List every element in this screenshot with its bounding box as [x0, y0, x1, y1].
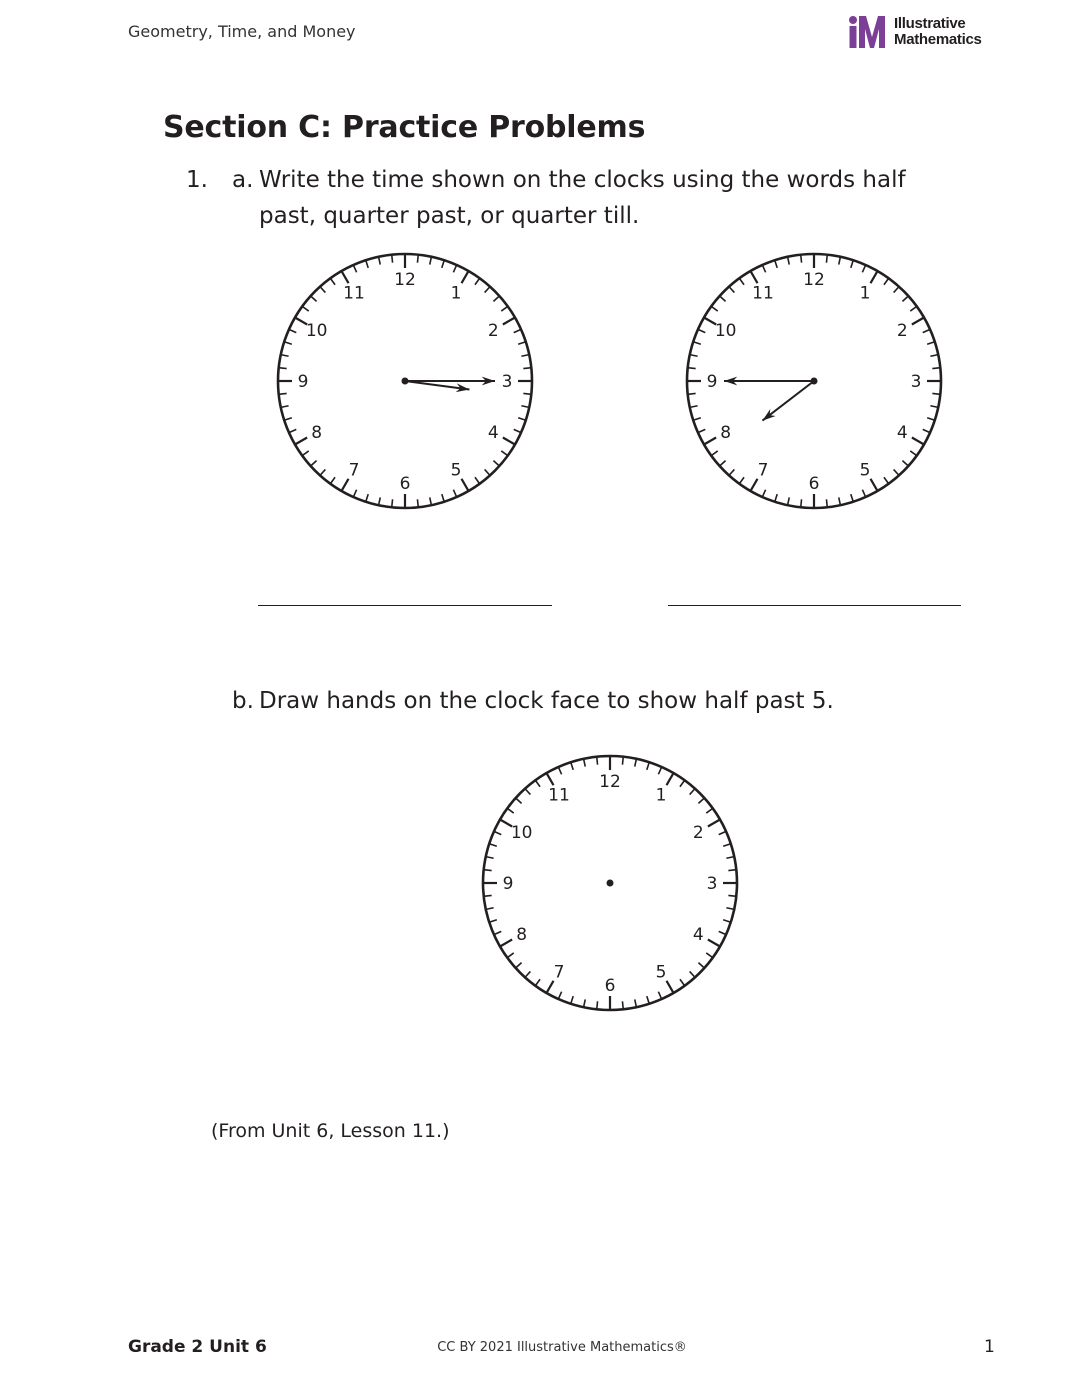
clock-tick — [597, 1001, 598, 1009]
clock-tick — [311, 296, 317, 301]
clock-tick — [622, 757, 623, 765]
clock-tick — [342, 479, 349, 491]
clock-tick — [762, 490, 765, 497]
clock-tick — [688, 368, 696, 369]
clock-tick — [571, 762, 573, 770]
clock-number: 2 — [896, 321, 908, 341]
clock-tick — [667, 981, 674, 993]
clock-number: 9 — [502, 874, 514, 894]
clock-tick — [826, 255, 827, 263]
clock-tick — [475, 278, 480, 284]
clock-number: 3 — [910, 372, 922, 392]
clock-number: 7 — [348, 460, 360, 481]
clock-tick — [584, 999, 586, 1007]
clock-tick — [485, 469, 490, 475]
im-logo — [848, 15, 982, 49]
clock-tick — [302, 451, 308, 456]
clock-number: 10 — [714, 321, 737, 341]
clock-tick — [281, 355, 289, 357]
clock-tick — [927, 418, 935, 420]
clock-number: 8 — [311, 423, 323, 443]
clock-a2 — [679, 246, 949, 516]
footer-license: CC BY 2021 Illustrative Mathematics® — [437, 1340, 687, 1355]
clock-tick — [525, 789, 530, 795]
clock-tick — [353, 265, 356, 272]
page-number: 1 — [984, 1337, 995, 1357]
clock-tick — [514, 429, 521, 432]
clock-tick — [571, 996, 573, 1004]
clock-tick — [475, 477, 480, 483]
clock-tick — [523, 368, 531, 369]
source-note: (From Unit 6, Lesson 11.) — [211, 1120, 450, 1142]
clock-tick — [311, 461, 317, 466]
clock-tick — [932, 368, 940, 369]
clock-tick — [523, 393, 531, 394]
clock-tick — [871, 479, 878, 491]
clock-number: 7 — [757, 460, 769, 481]
clock-tick — [711, 451, 717, 456]
clock-tick — [788, 497, 790, 505]
clock-number: 4 — [896, 423, 908, 443]
clock-tick — [462, 271, 469, 283]
clock-tick — [462, 479, 469, 491]
clock-tick — [862, 265, 865, 272]
hour-hand — [762, 381, 814, 421]
clock-tick — [279, 368, 287, 369]
clock-tick — [494, 831, 501, 834]
clock-tick — [518, 342, 526, 344]
clock-tick — [688, 393, 696, 394]
clock-number: 12 — [394, 270, 416, 290]
clock-tick — [647, 996, 649, 1004]
clock-tick — [723, 920, 731, 922]
clock-tick — [693, 418, 701, 420]
clock-tick — [775, 260, 777, 268]
clock-tick — [493, 461, 499, 466]
clock-tick — [690, 789, 695, 795]
clock-tick — [927, 342, 935, 344]
clock-number: 5 — [655, 962, 667, 983]
clock-tick — [862, 490, 865, 497]
clock-tick — [453, 265, 456, 272]
clock-tick — [281, 406, 289, 408]
clock-tick — [353, 490, 356, 497]
clock-tick — [518, 418, 526, 420]
clock-tick — [597, 757, 598, 765]
clock-tick — [871, 271, 878, 283]
clock-number: 3 — [501, 372, 513, 392]
clock-tick — [658, 992, 661, 999]
section-title: Section C: Practice Problems — [163, 110, 646, 145]
logo-line-1: Illustrative — [894, 15, 966, 32]
clock-number: 12 — [803, 270, 825, 290]
clock-tick — [680, 979, 685, 985]
clock-number: 6 — [808, 474, 820, 494]
clock-tick — [680, 780, 685, 786]
part-a-line-1: Write the time shown on the clocks using the words half — [259, 167, 906, 193]
clock-tick — [708, 940, 720, 947]
clock-tick — [379, 257, 381, 265]
clock-center-dot — [811, 378, 818, 385]
clock-tick — [489, 844, 497, 846]
part-a-line-2: past, quarter past, or quarter till. — [259, 203, 640, 229]
clock-number: 6 — [399, 474, 411, 494]
clock-number: 4 — [692, 925, 704, 945]
clock-tick — [706, 808, 712, 813]
clock-tick — [521, 406, 529, 408]
clock-tick — [690, 971, 695, 977]
clock-tick — [698, 963, 704, 968]
clock-tick — [635, 759, 637, 767]
footer-grade-unit: Grade 2 Unit 6 — [128, 1337, 267, 1357]
clock-tick — [801, 499, 802, 507]
clock-number: 5 — [859, 460, 871, 481]
clock-tick — [584, 759, 586, 767]
clock-tick — [923, 429, 930, 432]
clock-tick — [839, 497, 841, 505]
clock-tick — [932, 393, 940, 394]
clock-tick — [442, 260, 444, 268]
clock-number: 1 — [859, 283, 871, 304]
clock-a1 — [270, 246, 540, 516]
clock-tick — [430, 257, 432, 265]
part-a-label: a. — [232, 167, 254, 193]
clock-tick — [851, 494, 853, 502]
clock-tick — [453, 490, 456, 497]
clock-tick — [923, 329, 930, 332]
clock-tick — [279, 393, 287, 394]
clock-tick — [503, 318, 515, 325]
clock-tick — [342, 271, 349, 283]
clock-tick — [647, 762, 649, 770]
clock-number: 8 — [516, 925, 528, 945]
clock-tick — [635, 999, 637, 1007]
clock-tick — [366, 260, 368, 268]
clock-tick — [516, 963, 522, 968]
clock-center-dot — [402, 378, 409, 385]
clock-tick — [910, 451, 916, 456]
clock-tick — [514, 329, 521, 332]
clock-tick — [366, 494, 368, 502]
clock-tick — [902, 296, 908, 301]
clock-tick — [558, 767, 561, 774]
clock-tick — [525, 971, 530, 977]
unit-title: Geometry, Time, and Money — [128, 22, 356, 41]
clock-tick — [507, 953, 513, 958]
clock-tick — [711, 306, 717, 311]
clock-tick — [851, 260, 853, 268]
clock-tick — [493, 296, 499, 301]
clock-tick — [912, 438, 924, 445]
clock-tick — [788, 257, 790, 265]
clock-tick — [284, 418, 292, 420]
answer-line-2[interactable] — [668, 605, 961, 606]
clock-tick — [728, 870, 736, 871]
clock-tick — [884, 477, 889, 483]
part-b-instructions: Draw hands on the clock face to show half past 5. — [259, 688, 834, 714]
clock-tick — [417, 499, 418, 507]
clock-tick — [330, 477, 335, 483]
clock-tick — [775, 494, 777, 502]
logo-wordmark — [894, 16, 982, 48]
clock-tick — [500, 940, 512, 947]
clock-tick — [484, 895, 492, 896]
clock-tick — [704, 438, 716, 445]
clock-tick — [910, 306, 916, 311]
clock-tick — [751, 479, 758, 491]
clock-number: 7 — [553, 962, 565, 983]
part-a-instructions — [259, 162, 939, 234]
clock-tick — [706, 953, 712, 958]
clock-tick — [289, 429, 296, 432]
clock-tick — [535, 979, 540, 985]
clock-number: 10 — [305, 321, 328, 341]
clock-number: 11 — [548, 785, 570, 806]
clock-tick — [430, 497, 432, 505]
clock-tick — [392, 499, 393, 507]
clock-number: 2 — [692, 823, 704, 843]
clock-tick — [708, 820, 720, 827]
clock-tick — [320, 469, 325, 475]
clock-tick — [902, 461, 908, 466]
clock-tick — [521, 355, 529, 357]
clock-b-blank[interactable] — [475, 748, 745, 1018]
clock-tick — [622, 1001, 623, 1009]
clock-tick — [801, 255, 802, 263]
clock-tick — [379, 497, 381, 505]
clock-tick — [484, 870, 492, 871]
clock-tick — [930, 406, 938, 408]
problem-number: 1. — [186, 167, 208, 193]
clock-number: 1 — [655, 785, 667, 806]
clock-tick — [720, 296, 726, 301]
clock-number: 10 — [510, 823, 533, 843]
clock-tick — [516, 798, 522, 803]
clock-number: 8 — [720, 423, 732, 443]
clock-tick — [558, 992, 561, 999]
clock-tick — [330, 278, 335, 284]
clock-number: 6 — [604, 976, 616, 996]
clock-tick — [507, 808, 513, 813]
clock-tick — [320, 287, 325, 293]
clock-tick — [726, 908, 734, 910]
clock-tick — [392, 255, 393, 263]
clock-tick — [494, 931, 501, 934]
clock-tick — [690, 355, 698, 357]
clock-tick — [658, 767, 661, 774]
clock-tick — [739, 477, 744, 483]
clock-tick — [289, 329, 296, 332]
clock-tick — [839, 257, 841, 265]
clock-tick — [302, 306, 308, 311]
clock-number: 11 — [343, 283, 365, 304]
part-b-label: b. — [232, 688, 254, 714]
clock-tick — [485, 287, 490, 293]
clock-tick — [486, 908, 494, 910]
clock-tick — [719, 831, 726, 834]
clock-tick — [693, 342, 701, 344]
clock-tick — [723, 844, 731, 846]
clock-tick — [442, 494, 444, 502]
clock-tick — [690, 406, 698, 408]
clock-tick — [719, 931, 726, 934]
clock-tick — [726, 857, 734, 859]
clock-tick — [417, 255, 418, 263]
clock-center-dot — [607, 880, 614, 887]
clock-tick — [503, 438, 515, 445]
clock-tick — [894, 469, 899, 475]
im-logo-mark-icon — [848, 15, 888, 49]
clock-number: 3 — [706, 874, 718, 894]
clock-tick — [912, 318, 924, 325]
clock-number: 2 — [487, 321, 499, 341]
clock-number: 5 — [450, 460, 462, 481]
clock-number: 9 — [297, 372, 309, 392]
answer-line-1[interactable] — [258, 605, 552, 606]
clock-number: 4 — [487, 423, 499, 443]
clock-number: 1 — [450, 283, 462, 304]
clock-tick — [284, 342, 292, 344]
clock-tick — [720, 461, 726, 466]
clock-tick — [894, 287, 899, 293]
clock-tick — [698, 329, 705, 332]
clock-number: 12 — [599, 772, 621, 792]
clock-tick — [884, 278, 889, 284]
clock-tick — [930, 355, 938, 357]
clock-tick — [729, 287, 734, 293]
clock-tick — [486, 857, 494, 859]
clock-tick — [698, 798, 704, 803]
clock-number: 11 — [752, 283, 774, 304]
clock-tick — [501, 451, 507, 456]
clock-tick — [547, 773, 554, 785]
logo-line-2: Mathematics — [894, 31, 982, 48]
clock-tick — [728, 895, 736, 896]
clock-tick — [739, 278, 744, 284]
clock-tick — [762, 265, 765, 272]
clock-tick — [501, 306, 507, 311]
clock-tick — [826, 499, 827, 507]
clock-tick — [489, 920, 497, 922]
clock-tick — [535, 780, 540, 786]
clock-tick — [729, 469, 734, 475]
clock-tick — [751, 271, 758, 283]
clock-tick — [547, 981, 554, 993]
clock-tick — [667, 773, 674, 785]
clock-tick — [698, 429, 705, 432]
clock-tick — [295, 438, 307, 445]
clock-number: 9 — [706, 372, 718, 392]
